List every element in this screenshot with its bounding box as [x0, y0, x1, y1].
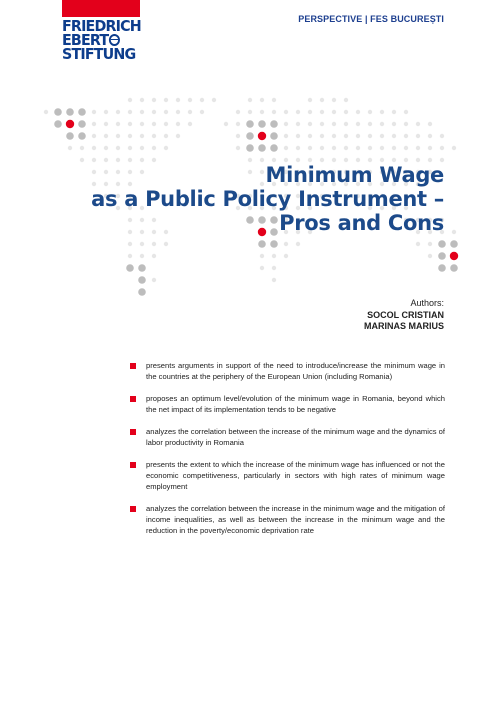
map-dot: [392, 158, 396, 162]
map-dot: [78, 108, 86, 116]
map-dot: [246, 144, 254, 152]
map-dot: [176, 110, 180, 114]
map-dot: [54, 120, 62, 128]
map-dot: [92, 134, 96, 138]
page-title: [64, 163, 444, 235]
map-dot: [284, 134, 288, 138]
bullet-square-icon: [130, 429, 136, 435]
map-dot: [308, 98, 312, 102]
map-dot: [380, 122, 384, 126]
map-dot: [404, 110, 408, 114]
map-dot: [438, 240, 446, 248]
map-dot: [164, 146, 168, 150]
map-dot: [80, 146, 84, 150]
map-dot: [66, 108, 74, 116]
map-dot: [428, 158, 432, 162]
map-dot: [284, 242, 288, 246]
map-dot: [308, 146, 312, 150]
map-dot: [404, 146, 408, 150]
map-dot: [392, 146, 396, 150]
map-highlight-dot: [66, 120, 74, 128]
map-dot: [320, 146, 324, 150]
map-highlight-dot: [258, 132, 266, 140]
map-dot: [270, 240, 278, 248]
map-dot: [104, 134, 108, 138]
map-dot: [368, 122, 372, 126]
map-dot: [296, 158, 300, 162]
map-dot: [116, 122, 120, 126]
map-dot: [104, 110, 108, 114]
map-dot: [438, 264, 446, 272]
map-dot: [368, 134, 372, 138]
map-dot: [344, 110, 348, 114]
map-dot: [116, 146, 120, 150]
map-dot: [272, 254, 276, 258]
map-dot: [152, 122, 156, 126]
map-dot: [128, 146, 132, 150]
map-dot: [308, 122, 312, 126]
map-dot: [164, 122, 168, 126]
map-dot: [320, 110, 324, 114]
map-dot: [104, 122, 108, 126]
map-dot: [296, 122, 300, 126]
map-dot: [356, 146, 360, 150]
map-dot: [140, 110, 144, 114]
map-dot: [258, 144, 266, 152]
map-dot: [368, 110, 372, 114]
list-item-text: analyzes the correlation between the increase in the minimum wage and the mitigation of income inequalities, as well as between the increase in the minimum wage and the reduction in the poverty/economic deprivation rate: [146, 504, 445, 535]
title-line: Pros and Cons: [279, 211, 444, 235]
map-dot: [200, 98, 204, 102]
map-dot: [332, 158, 336, 162]
map-dot: [452, 146, 456, 150]
map-dot: [284, 254, 288, 258]
map-dot: [284, 122, 288, 126]
map-dot: [308, 158, 312, 162]
title-line: as a Public Policy Instrument –: [91, 187, 444, 211]
map-dot: [392, 134, 396, 138]
logo-line-3: STIFTUNG: [62, 45, 136, 63]
map-dot: [258, 120, 266, 128]
map-dot: [344, 158, 348, 162]
map-dot: [140, 146, 144, 150]
bullet-square-icon: [130, 363, 136, 369]
map-dot: [392, 110, 396, 114]
map-dot: [104, 146, 108, 150]
bullet-square-icon: [130, 462, 136, 468]
list-item: [130, 459, 445, 492]
map-dot: [128, 158, 132, 162]
map-dot: [126, 264, 134, 272]
map-dot: [236, 122, 240, 126]
map-dot: [260, 254, 264, 258]
map-dot: [128, 254, 132, 258]
map-dot: [428, 242, 432, 246]
map-dot: [116, 110, 120, 114]
map-dot: [428, 146, 432, 150]
map-dot: [246, 132, 254, 140]
map-dot: [44, 110, 48, 114]
map-dot: [176, 98, 180, 102]
map-dot: [332, 98, 336, 102]
map-dot: [296, 146, 300, 150]
logo-line-2-text: EBERT: [62, 31, 109, 49]
list-item-text: proposes an optimum level/evolution of the minimum wage in Romania, beyond which the net impact of its implementation tends to be negative: [146, 394, 445, 414]
map-dot: [308, 110, 312, 114]
map-dot: [428, 122, 432, 126]
map-dot: [332, 146, 336, 150]
map-dot: [212, 98, 216, 102]
map-dot: [440, 146, 444, 150]
map-dot: [284, 110, 288, 114]
authors-label: Authors:: [410, 298, 444, 308]
map-dot: [392, 122, 396, 126]
map-dot: [270, 144, 278, 152]
map-dot: [296, 242, 300, 246]
map-dot: [128, 110, 132, 114]
map-dot: [428, 134, 432, 138]
map-dot: [176, 134, 180, 138]
map-dot: [320, 122, 324, 126]
map-dot: [272, 110, 276, 114]
map-dot: [404, 134, 408, 138]
map-dot: [140, 134, 144, 138]
map-dot: [68, 146, 72, 150]
map-dot: [438, 252, 446, 260]
map-dot: [236, 110, 240, 114]
map-dot: [356, 134, 360, 138]
map-dot: [140, 98, 144, 102]
map-dot: [128, 134, 132, 138]
map-dot: [164, 98, 168, 102]
map-dot: [248, 98, 252, 102]
map-dot: [344, 98, 348, 102]
map-dot: [270, 132, 278, 140]
map-dot: [332, 122, 336, 126]
map-dot: [416, 158, 420, 162]
map-dot: [140, 254, 144, 258]
map-dot: [152, 110, 156, 114]
map-dot: [140, 122, 144, 126]
map-dot: [176, 122, 180, 126]
map-dot: [272, 158, 276, 162]
map-dot: [440, 158, 444, 162]
map-dot: [128, 98, 132, 102]
map-dot: [368, 146, 372, 150]
map-dot: [260, 110, 264, 114]
map-dot: [138, 264, 146, 272]
map-dot: [272, 98, 276, 102]
map-dot: [236, 146, 240, 150]
map-dot: [416, 122, 420, 126]
map-dot: [188, 98, 192, 102]
map-dot: [248, 158, 252, 162]
summary-list: [130, 360, 445, 547]
map-dot: [78, 120, 86, 128]
map-dot: [92, 146, 96, 150]
map-dot: [344, 146, 348, 150]
map-dot: [92, 158, 96, 162]
map-dot: [78, 132, 86, 140]
map-dot: [116, 134, 120, 138]
bullet-square-icon: [130, 506, 136, 512]
map-dot: [152, 242, 156, 246]
map-dot: [164, 242, 168, 246]
map-dot: [284, 158, 288, 162]
map-dot: [380, 134, 384, 138]
map-dot: [284, 146, 288, 150]
map-dot: [380, 146, 384, 150]
map-dot: [356, 122, 360, 126]
list-item-text: analyzes the correlation between the increase of the minimum wage and the dynamics of labor productivity in Romania: [146, 427, 445, 447]
map-dot: [320, 98, 324, 102]
list-item: [130, 426, 445, 448]
map-dot: [260, 266, 264, 270]
map-dot: [152, 98, 156, 102]
map-dot: [344, 134, 348, 138]
map-dot: [152, 134, 156, 138]
map-dot: [416, 146, 420, 150]
map-dot: [308, 134, 312, 138]
map-dot: [138, 288, 146, 296]
map-dot: [440, 134, 444, 138]
map-dot: [66, 132, 74, 140]
list-item: [130, 360, 445, 382]
map-dot: [272, 278, 276, 282]
map-dot: [356, 110, 360, 114]
map-dot: [272, 266, 276, 270]
authors-block: [364, 298, 444, 333]
map-dot: [152, 146, 156, 150]
list-item-text: presents the extent to which the increase of the minimum wage has influenced or not the economic competitiveness, particularly in sectors with high rates of minimum wage employment: [146, 460, 445, 491]
map-dot: [404, 158, 408, 162]
map-dot: [248, 110, 252, 114]
map-dot: [80, 158, 84, 162]
bullet-square-icon: [130, 396, 136, 402]
map-dot: [152, 254, 156, 258]
map-dot: [332, 110, 336, 114]
map-dot: [236, 134, 240, 138]
map-dot: [164, 110, 168, 114]
map-dot: [128, 122, 132, 126]
map-dot: [164, 134, 168, 138]
map-dot: [452, 230, 456, 234]
map-dot: [296, 110, 300, 114]
map-dot: [92, 122, 96, 126]
map-dot: [320, 134, 324, 138]
map-dot: [450, 264, 458, 272]
author-name: SOCOL CRISTIAN: [367, 309, 444, 320]
list-item: [130, 393, 445, 415]
map-dot: [116, 158, 120, 162]
map-dot: [428, 254, 432, 258]
map-dot: [140, 158, 144, 162]
map-dot: [258, 240, 266, 248]
map-dot: [404, 122, 408, 126]
map-dot: [152, 158, 156, 162]
map-dot: [344, 122, 348, 126]
map-dot: [246, 120, 254, 128]
series-label: PERSPECTIVE | FES BUCUREȘTI: [298, 14, 444, 24]
map-dot: [140, 242, 144, 246]
map-dot: [92, 110, 96, 114]
map-dot: [296, 134, 300, 138]
map-dot: [260, 98, 264, 102]
map-dot: [152, 278, 156, 282]
author-name: MARINAS MARIUS: [364, 321, 444, 331]
title-line: Minimum Wage: [265, 163, 444, 187]
map-dot: [270, 120, 278, 128]
map-dot: [416, 134, 420, 138]
map-dot: [356, 158, 360, 162]
map-dot: [200, 110, 204, 114]
map-dot: [380, 158, 384, 162]
map-dot: [260, 158, 264, 162]
map-dot: [416, 242, 420, 246]
map-highlight-dot: [450, 252, 458, 260]
map-dot: [104, 158, 108, 162]
map-dot: [224, 122, 228, 126]
map-dot: [54, 108, 62, 116]
map-dot: [138, 276, 146, 284]
map-dot: [368, 158, 372, 162]
map-dot: [128, 242, 132, 246]
list-item-text: presents arguments in support of the need to introduce/increase the minimum wage in the countries at the periphery of the European Union (including Romania): [146, 361, 445, 381]
logo-line-1: FRIEDRICH: [62, 17, 141, 35]
map-dot: [188, 122, 192, 126]
map-dot: [380, 110, 384, 114]
map-dot: [188, 110, 192, 114]
map-dot: [332, 134, 336, 138]
list-item: [130, 503, 445, 536]
map-dot: [320, 158, 324, 162]
map-dot: [450, 240, 458, 248]
